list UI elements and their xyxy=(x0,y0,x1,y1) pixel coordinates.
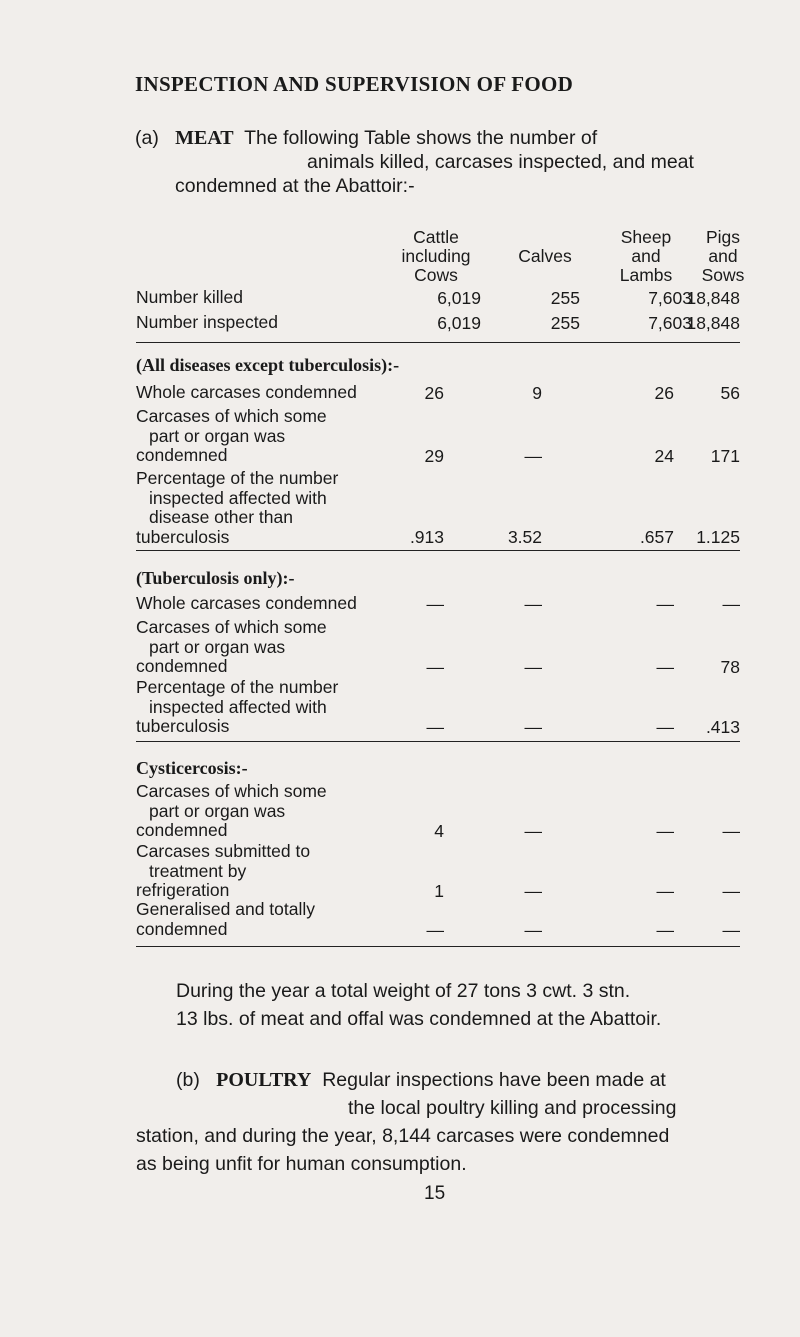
meat-intro-text-1: The following Table shows the number of xyxy=(244,127,598,149)
meat-marker: (a) xyxy=(135,127,159,149)
poultry-line-4: as being unfit for human consumption. xyxy=(136,1153,467,1175)
section-all-diseases: (All diseases except tuberculosis):- xyxy=(136,355,400,375)
section-tuberculosis-only: (Tuberculosis only):- xyxy=(136,568,295,588)
page-title: INSPECTION AND SUPERVISION OF FOOD xyxy=(135,72,574,96)
divider xyxy=(136,550,740,551)
divider xyxy=(136,342,740,343)
poultry-line-3: station, and during the year, 8,144 carcases were condemned xyxy=(136,1125,670,1147)
col-header-cattle: Cattle including Cows xyxy=(401,227,471,285)
col-header-sheep: Sheep and Lambs xyxy=(619,227,673,285)
section-cysticercosis: Cysticercosis:- xyxy=(136,758,248,778)
meat-intro-line-3: condemned at the Abattoir:- xyxy=(175,175,415,197)
divider xyxy=(136,741,740,742)
poultry-marker: (b) xyxy=(176,1069,200,1091)
poultry-line-1: (b) POULTRY Regular inspections have been made at xyxy=(176,1069,666,1091)
poultry-paragraph xyxy=(136,1066,740,1178)
meat-intro xyxy=(135,126,735,198)
meat-intro-line-2: animals killed, carcases inspected, and meat xyxy=(307,151,694,173)
meat-heading: MEAT xyxy=(175,127,234,149)
poultry-heading: POULTRY xyxy=(216,1069,312,1091)
total-weight-paragraph: During the year a total weight of 27 tons 3 cwt. 3 stn. 13 lbs. of meat and offal was condemned at the Abattoir. xyxy=(176,980,662,1030)
col-header-calves: Calves xyxy=(518,246,572,266)
meat-intro-line-1 xyxy=(135,126,735,150)
poultry-line-2: the local poultry killing and processing xyxy=(348,1097,677,1119)
divider xyxy=(136,946,740,947)
page-number: 15 xyxy=(424,1183,446,1204)
col-header-pigs: Pigs and Sows xyxy=(701,227,745,285)
